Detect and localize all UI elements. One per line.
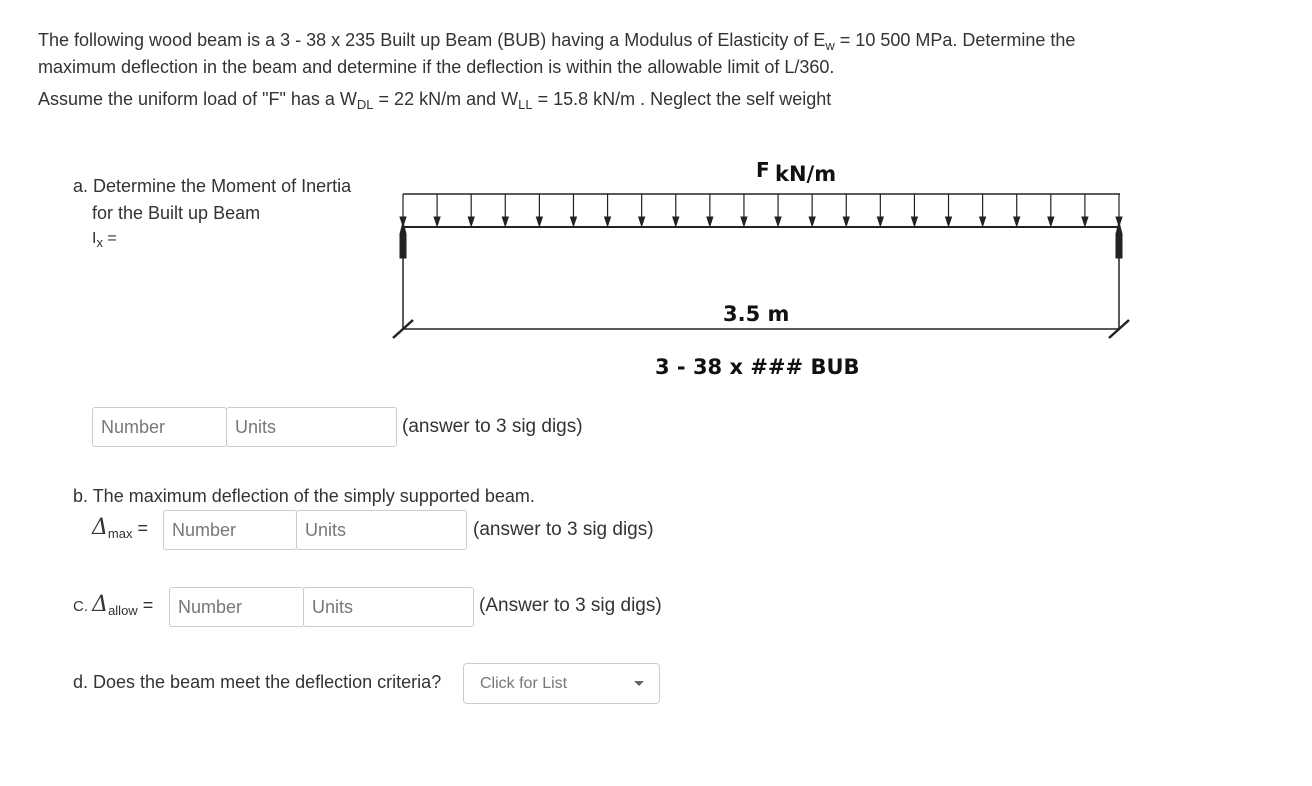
problem-text: = 10 500 MPa. Determine the	[834, 30, 1076, 50]
load-arrow-head	[673, 217, 679, 226]
subscript: x	[96, 235, 103, 250]
part-b-question: b. The maximum deflection of the simply supported beam.	[73, 486, 535, 506]
distributed-load-arrows	[400, 194, 1122, 227]
load-arrow-head	[946, 217, 952, 226]
subscript: DL	[356, 97, 374, 112]
span-label: 3.5 m	[723, 302, 790, 326]
problem-line-3	[38, 86, 831, 113]
load-arrow-head	[877, 217, 883, 226]
problem-line-2: maximum deflection in the beam and determine if the deflection is within the allowable limit of L/360.	[38, 57, 835, 77]
equals: =	[137, 595, 154, 615]
load-arrow-head	[536, 217, 542, 226]
load-arrow-head	[911, 217, 917, 226]
beam-diagram	[380, 150, 1140, 390]
subscript: max	[107, 526, 133, 541]
equals: =	[132, 518, 148, 538]
ix-label	[92, 230, 117, 248]
load-arrow-head	[809, 217, 815, 226]
load-arrow-head	[468, 217, 474, 226]
right-support-block	[1116, 234, 1122, 258]
subscript: w	[825, 38, 835, 53]
part-d-question: d. Does the beam meet the deflection criteria?	[73, 672, 442, 692]
load-arrow-head	[1048, 217, 1054, 226]
left-support-block	[400, 234, 406, 258]
load-arrow-head	[1082, 217, 1088, 226]
problem-text: The following wood beam is a 3 - 38 x 235 Built up Beam (BUB) having a Modulus of Elasticity of E	[38, 30, 826, 50]
dropdown-value: Click for List	[480, 675, 568, 692]
problem-text: = 15.8 kN/m . Neglect the self weight	[532, 89, 832, 109]
chevron-down-icon	[634, 681, 644, 686]
part-a-question: a. Determine the Moment of Inertia	[73, 176, 352, 196]
ix-symbol: I	[92, 230, 97, 247]
delta-allow-label	[73, 592, 153, 617]
delta-max-units-input[interactable]: Units	[296, 510, 467, 550]
load-arrow-head	[741, 217, 747, 226]
equals: =	[102, 230, 117, 247]
problem-text: Assume the uniform load of "F" has a W	[38, 89, 357, 109]
part-a-question-cont: for the Built up Beam	[92, 203, 261, 223]
delta-max-label	[92, 515, 148, 540]
load-arrow-head	[605, 217, 611, 226]
delta-allow-number-input[interactable]: Number	[169, 587, 304, 627]
load-arrow-head	[502, 217, 508, 226]
part-c-note: (Answer to 3 sig digs)	[479, 595, 662, 616]
delta-symbol: Δ	[92, 515, 108, 540]
problem-text: = 22 kN/m and W	[373, 89, 519, 109]
delta-max-number-input[interactable]: Number	[163, 510, 297, 550]
part-a-note: (answer to 3 sig digs)	[402, 416, 583, 437]
load-arrow-head	[775, 217, 781, 226]
load-label-units: kN/m	[775, 162, 837, 186]
right-support	[1109, 222, 1129, 338]
load-arrow-head	[1014, 217, 1020, 226]
problem-line-1	[38, 27, 1075, 54]
part-c-prefix: C.	[73, 598, 93, 615]
delta-symbol: Δ	[92, 592, 109, 617]
ix-number-input[interactable]: Number	[92, 407, 227, 447]
subscript: LL	[518, 97, 533, 112]
load-arrow-head	[980, 217, 986, 226]
load-arrow-head	[570, 217, 576, 226]
part-b-note: (answer to 3 sig digs)	[473, 519, 654, 540]
load-label-f: F	[756, 158, 770, 182]
delta-allow-units-input[interactable]: Units	[303, 587, 474, 627]
load-arrow-head	[843, 217, 849, 226]
load-arrow-head	[639, 217, 645, 226]
criteria-dropdown[interactable]	[463, 663, 660, 704]
subscript: allow	[108, 603, 138, 618]
beam-section-label: 3 - 38 x ### BUB	[655, 355, 860, 379]
ix-units-input[interactable]: Units	[226, 407, 397, 447]
load-arrow-head	[434, 217, 440, 226]
load-arrow-head	[707, 217, 713, 226]
left-support	[393, 222, 413, 338]
load-arrow-group	[400, 194, 1122, 226]
